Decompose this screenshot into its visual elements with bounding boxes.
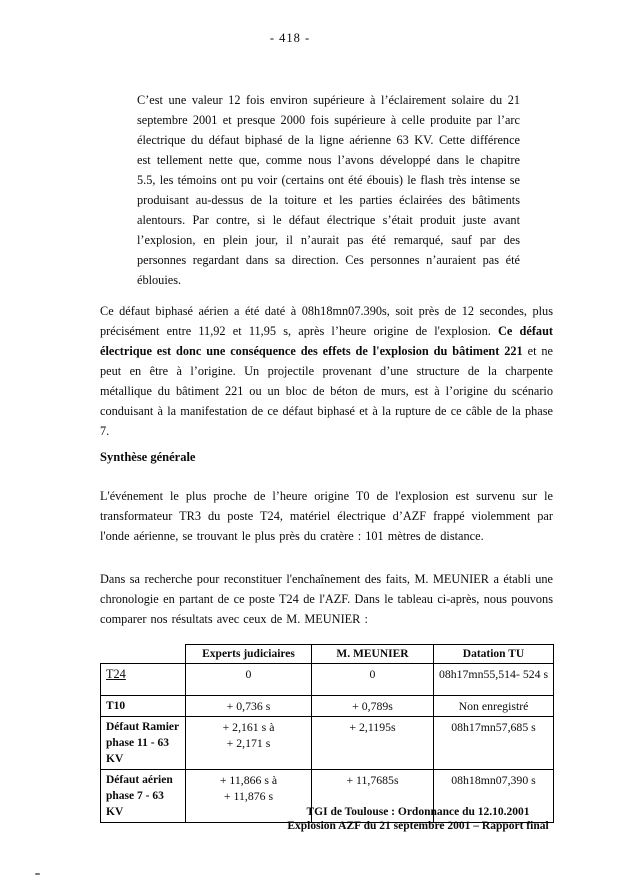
paragraph-recherche-meunier: Dans sa recherche pour reconstituer l'enchaînement des faits, M. MEUNIER a établi une chronologie en partant de ce poste T24 de l'AZF. Dans le tableau ci-après, nous pouvons comparer nos résultats avec ceux de M. MEUNIER : bbox=[100, 572, 553, 626]
table-row-defaut-ramier bbox=[101, 717, 554, 770]
paragraph-defaut-biphase bbox=[100, 301, 553, 441]
row-label-t10: T10 bbox=[101, 696, 186, 717]
page-number: - 418 - bbox=[269, 31, 311, 45]
row-label-defaut-aerien: Défaut aérien phase 7 - 63 KV bbox=[101, 770, 186, 823]
paragraph-defaut-post: et ne peut en être à l’origine. Un projectile provenant d’une structure de la charpente métallique du bâtiment 221 ou un bloc de béton de murs, est à l’origine du scénario conduisant à la manifestation de ce défaut biphasé et à la rupture de ce câble de la phase 7. bbox=[100, 344, 553, 438]
heading-synthese-generale: Synthèse générale bbox=[100, 450, 196, 464]
cell-t24-experts: 0 bbox=[186, 664, 312, 696]
document-footer bbox=[250, 805, 586, 833]
cell-t10-meunier: + 0,789s bbox=[312, 696, 434, 717]
scan-speck bbox=[35, 873, 40, 875]
table-header-row bbox=[101, 645, 554, 664]
cell-aerien-datation: 08h18mn07,390 s bbox=[434, 770, 554, 823]
cell-ramier-experts: + 2,161 s à + 2,171 s bbox=[186, 717, 312, 770]
paragraph-evenement-t0: L'événement le plus proche de l’heure origine T0 de l'explosion est survenu sur le transformateur TR3 du poste T24, matériel électrique d’AZF frappé violemment par l'onde aérienne, se trouvant le plus près du cratère : 101 mètres de distance. bbox=[100, 489, 553, 543]
cell-t10-datation: Non enregistré bbox=[434, 696, 554, 717]
column-header-experts-judiciaires: Experts judiciaires bbox=[186, 645, 312, 664]
table-corner-empty-cell bbox=[101, 645, 186, 664]
row-label-t24: T24 bbox=[101, 664, 186, 696]
footer-line-rapport: Explosion AZF du 21 septembre 2001 – Rapport final bbox=[287, 820, 549, 832]
table-row-t10 bbox=[101, 696, 554, 717]
cell-t24-meunier: 0 bbox=[312, 664, 434, 696]
column-header-m-meunier: M. MEUNIER bbox=[312, 645, 434, 664]
paragraph-defaut-pre: Ce défaut biphasé aérien a été daté à 08h18mn07.390s, soit près de 12 secondes, plus précisément entre 11,92 et 11,95 s, après l’heure origine de l'explosion. bbox=[100, 304, 553, 338]
cell-aerien-meunier: + 11,7685s bbox=[312, 770, 434, 823]
cell-t24-datation: 08h17mn55,514- 524 s bbox=[434, 664, 554, 696]
column-header-datation-tu: Datation TU bbox=[434, 645, 554, 664]
row-label-defaut-ramier: Défaut Ramier phase 11 - 63 KV bbox=[101, 717, 186, 770]
cell-t10-experts: + 0,736 s bbox=[186, 696, 312, 717]
paragraph-defaut-bold-conclusion: Ce défaut électrique est donc une conséquence des effets de l'explosion du bâtiment 221 bbox=[100, 324, 554, 358]
chronology-comparison-table bbox=[100, 644, 554, 823]
page-content bbox=[100, 0, 553, 823]
cell-aerien-experts: + 11,866 s à + 11,876 s bbox=[186, 770, 312, 823]
paragraph-eclairement: C’est une valeur 12 fois environ supérieure à l’éclairement solaire du 21 septembre 2001 et presque 2000 fois supérieure à celle produite par l’arc électrique du défaut biphasé de la ligne aérienne 63 KV. Cette différence est tellement nette que, comme nous l’avons développé dans le chapitre 5.5, les témoins ont pu voir (certains ont été ébouis) le flash très intense se produisant au-dessus de la toiture et les parties éclairées des bâtiments alentours. Par contre, si le défaut électrique s’était produit juste avant l’explosion, en plein jour, il n’aurait pas été remarqué, sauf par des personnes regardant dans sa direction. Ces personnes n’auraient pas été éblouies. bbox=[137, 93, 520, 287]
cell-ramier-datation: 08h17mn57,685 s bbox=[434, 717, 554, 770]
table-row-t24 bbox=[101, 664, 554, 696]
footer-line-ordonnance: TGI de Toulouse : Ordonnance du 12.10.2001 bbox=[306, 806, 530, 818]
cell-ramier-meunier: + 2,1195s bbox=[312, 717, 434, 770]
